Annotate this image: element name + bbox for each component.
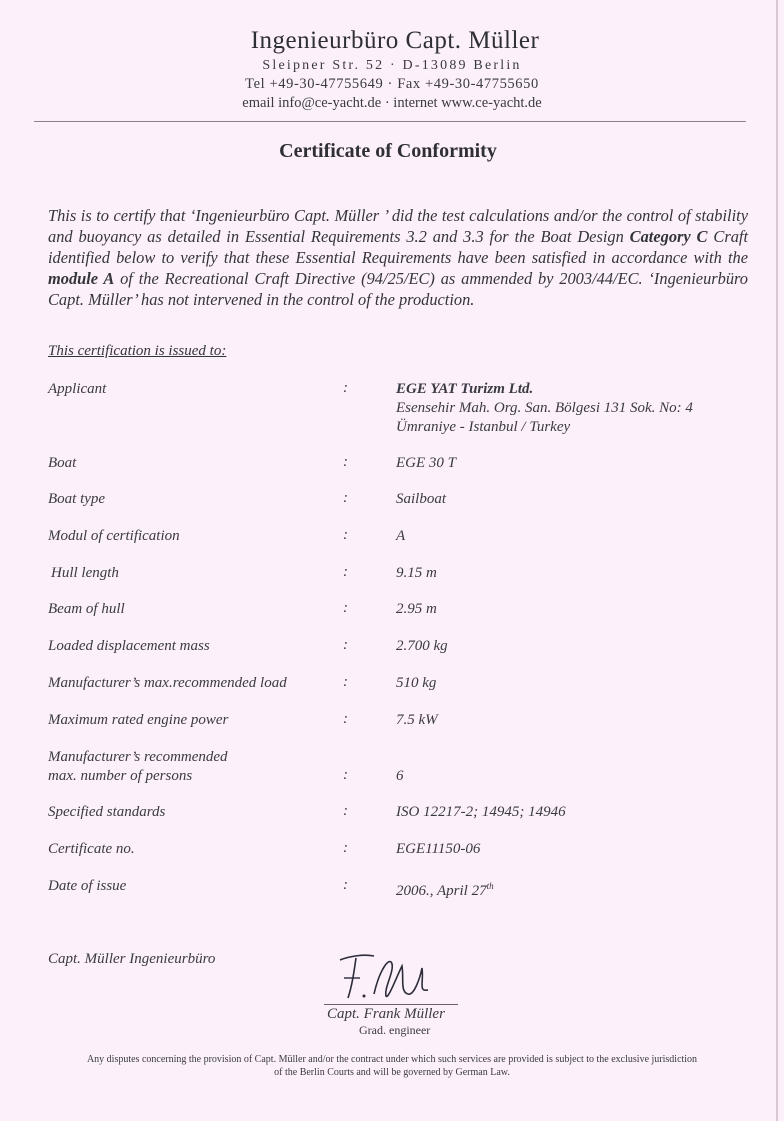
field-label: Boat type <box>48 491 106 507</box>
applicant-address-line1: Esensehir Mah. Org. San. Bölgesi 131 Sok. No: 4 <box>396 400 693 416</box>
field-value <box>396 877 756 901</box>
field-value: 6 <box>396 768 404 784</box>
applicant-name: EGE YAT Turizm Ltd. <box>396 381 534 397</box>
field-value: 9.15 m <box>396 565 437 581</box>
page-edge <box>776 0 778 1121</box>
field-label: Specified standards <box>48 804 166 820</box>
field-value: ISO 12217-2; 14945; 14946 <box>396 804 566 820</box>
field-value: A <box>396 528 406 544</box>
field-value: Sailboat <box>396 491 447 507</box>
persons-label-line2: max. number of persons <box>48 768 193 784</box>
separator: : <box>343 674 348 690</box>
field-value: 2.700 kg <box>396 638 448 654</box>
separator: : <box>343 840 348 856</box>
date-suffix: th <box>486 881 494 891</box>
firm-name: Ingenieurbüro Capt. Müller <box>250 27 540 54</box>
field-label: Modul of certification <box>48 528 180 544</box>
legal-footer <box>40 1053 744 1079</box>
design-category: Category C <box>629 227 708 246</box>
firm-contact: email info@ce-yacht.de · internet www.ce-yacht.de <box>242 95 542 111</box>
separator: : <box>343 490 348 506</box>
certification-module: module A <box>48 269 115 288</box>
statement-part-2: Craft identified below to verify that these Essential Requirements have been satisfied in accordance with the <box>48 227 749 267</box>
field-label: Beam of hull <box>48 601 125 617</box>
field-label: Certificate no. <box>48 841 135 857</box>
field-value: EGE 30 T <box>396 455 456 471</box>
field-value: 510 kg <box>396 675 437 691</box>
signature-line <box>324 1004 458 1005</box>
separator: : <box>343 600 348 616</box>
field-label: Manufacturer’s max.recommended load <box>48 675 287 691</box>
persons-label-line1: Manufacturer’s recommended <box>48 749 228 765</box>
signatory-title: Grad. engineer <box>359 1023 431 1037</box>
statement-part-3: of the Recreational Craft Directive (94/25/EC) as ammended by 2003/44/EC. ‘Ingenieurbüro Capt. Müller’ has not intervened in the control of the production. <box>48 269 748 309</box>
issued-to-heading: This certification is issued to: <box>48 343 227 359</box>
signature-mark <box>330 938 440 1008</box>
separator: : <box>343 527 348 543</box>
certification-statement <box>48 205 748 310</box>
separator: : <box>343 454 348 470</box>
separator: : <box>343 380 348 396</box>
letterhead <box>0 26 784 113</box>
separator: : <box>343 564 348 580</box>
field-label: Loaded displacement mass <box>48 638 210 654</box>
signatory-name: Capt. Frank Müller <box>327 1006 445 1022</box>
signer-organization: Capt. Müller Ingenieurbüro <box>48 951 216 967</box>
field-value: EGE11150-06 <box>396 841 481 857</box>
document-title: Certificate of Conformity <box>279 140 497 162</box>
field-label: Boat <box>48 455 77 471</box>
field-value: 7.5 kW <box>396 712 438 728</box>
field-label: Date of issue <box>48 878 127 894</box>
footer-line2: of the Berlin Courts and will be governed by German Law. <box>274 1067 510 1078</box>
statement-part-1: This is to certify that ‘Ingenieurbüro Capt. Müller ’ did the test calculations and/or the control of stability and buoyancy as detailed in Essential Requirements 3.2 and 3.3 for the Boat Design <box>48 206 748 246</box>
separator: : <box>343 803 348 819</box>
applicant-label: Applicant <box>48 381 107 397</box>
applicant-address-line2: Ümraniye - Istanbul / Turkey <box>396 419 571 435</box>
field-label: Maximum rated engine power <box>48 712 229 728</box>
separator: : <box>343 767 348 783</box>
field-label: Hull length <box>51 565 119 581</box>
separator: : <box>343 877 348 893</box>
field-value: 2.95 m <box>396 601 437 617</box>
applicant-value <box>396 380 756 437</box>
date-value: 2006., April 27 <box>396 883 487 899</box>
firm-address: Sleipner Str. 52 · D-13089 Berlin <box>262 58 522 73</box>
footer-line1: Any disputes concerning the provision of Capt. Müller and/or the contract under which such services are provided is subject to the exclusive jurisdiction <box>86 1054 698 1065</box>
separator: : <box>343 637 348 653</box>
header-divider <box>34 121 746 122</box>
field-label <box>48 748 338 786</box>
separator: : <box>343 711 348 727</box>
firm-phone: Tel +49-30-47755649 · Fax +49-30-47755650 <box>245 76 539 92</box>
